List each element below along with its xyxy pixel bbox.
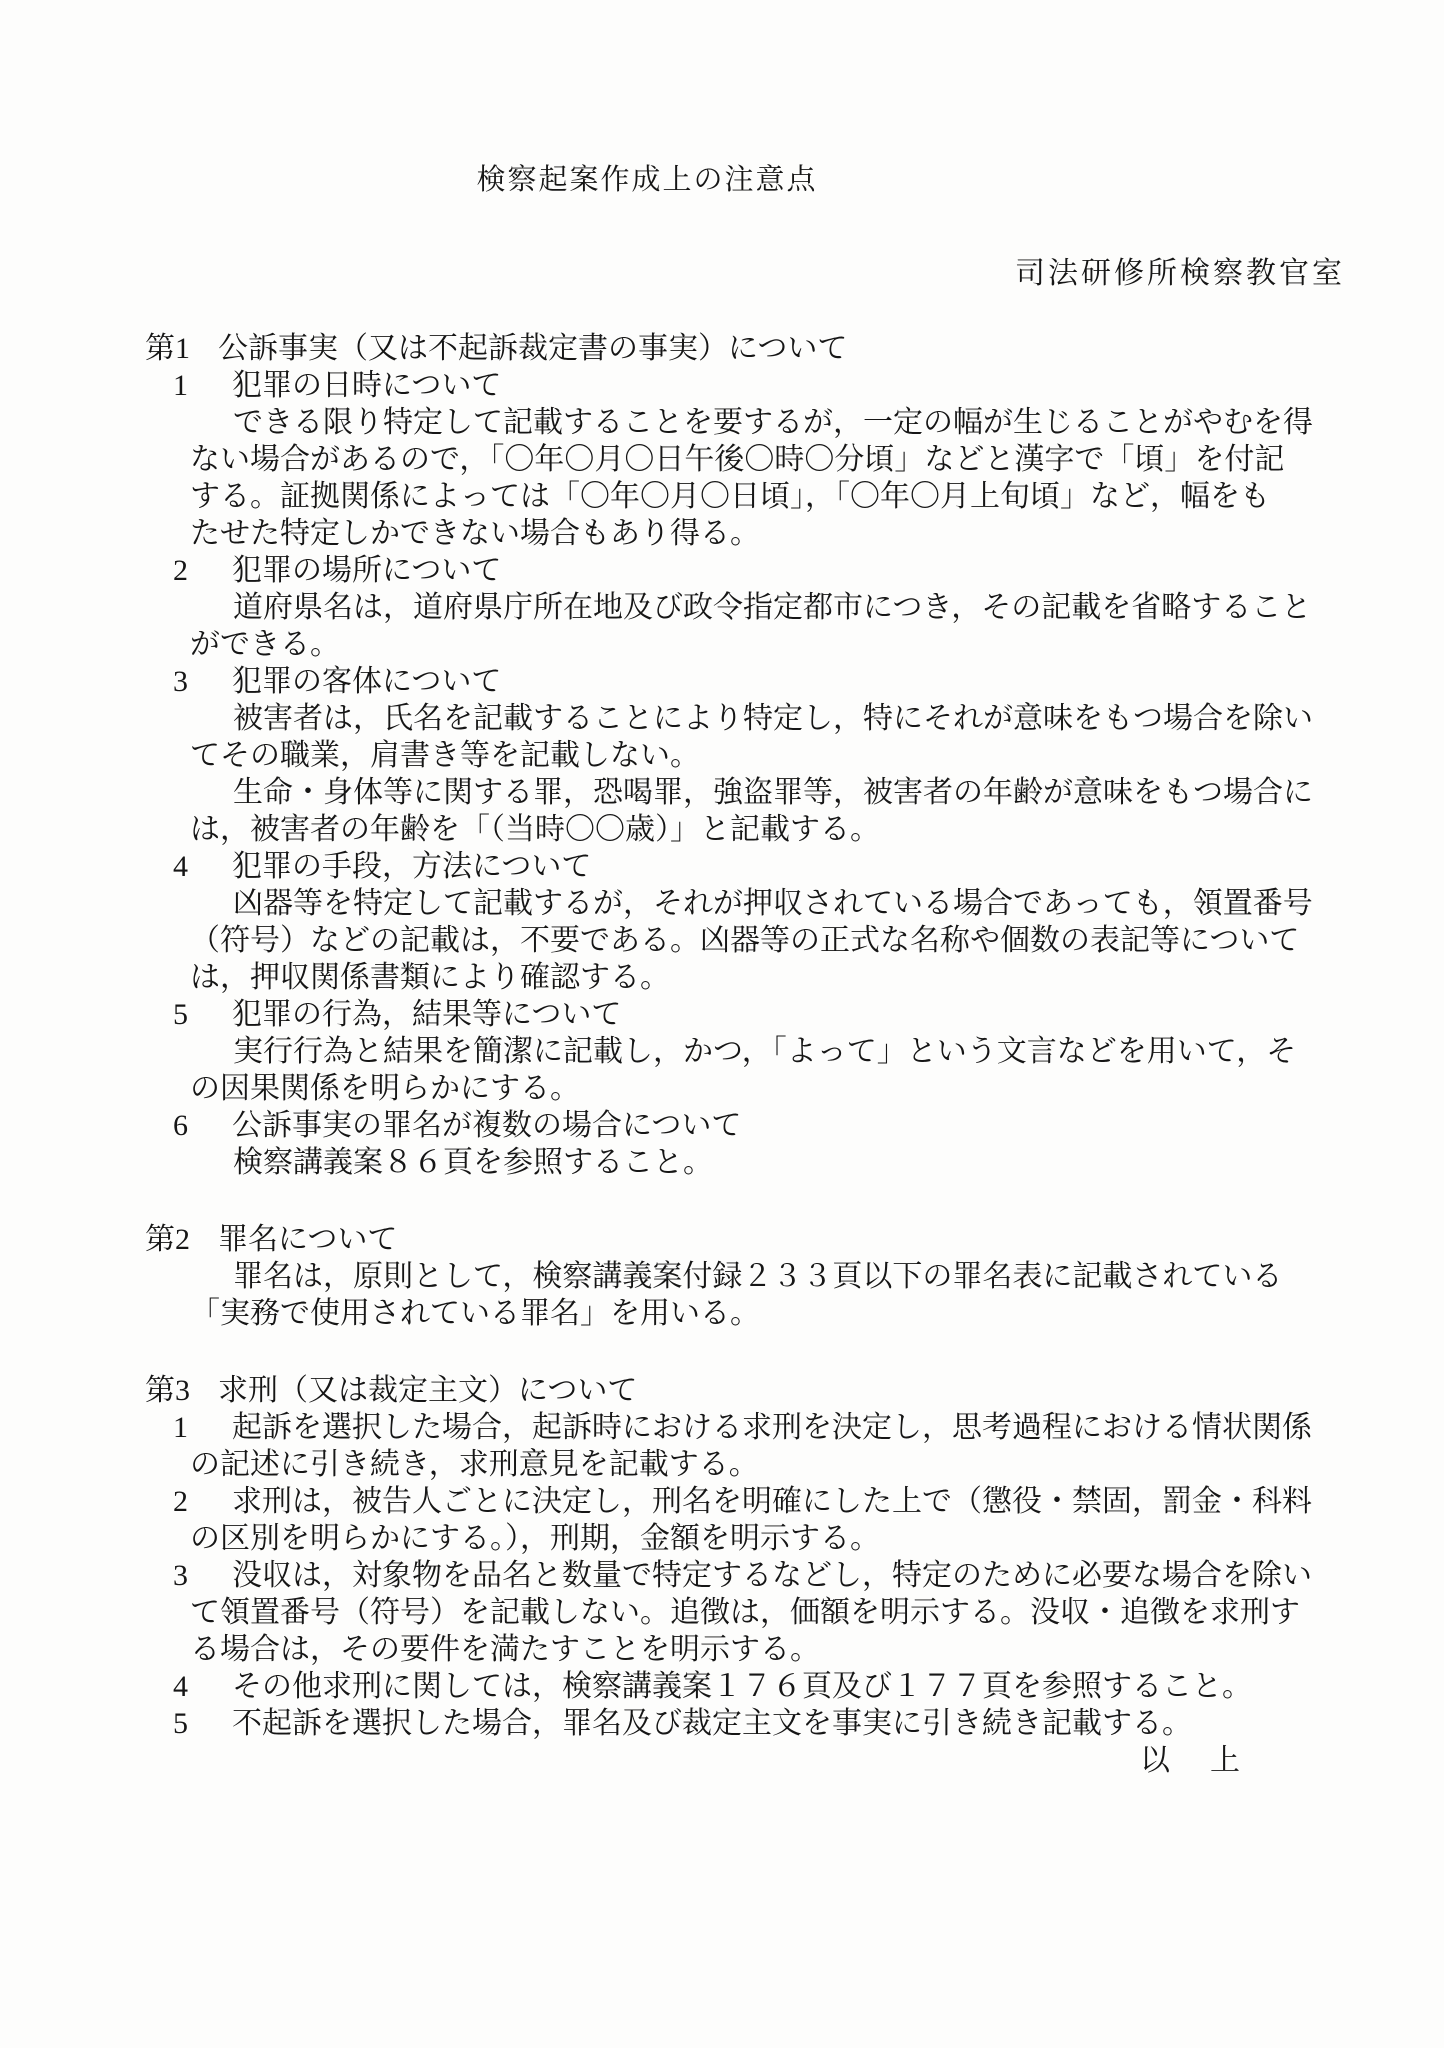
paragraph-line: ができる。 — [190, 628, 340, 661]
list-item-text: 起訴を選択した場合，起訴時における求刑を決定し，思考過程における情状関係 — [232, 1411, 1312, 1444]
list-item-number: 4 — [173, 1670, 188, 1703]
byline: 司法研修所検察教官室 — [1015, 257, 1345, 290]
paragraph-line: は，押収関係書類により確認する。 — [190, 961, 670, 994]
paragraph-line: する。証拠関係によっては「〇年〇月〇日頃」，「〇年〇月上旬頃」など，幅をも — [190, 480, 1270, 513]
list-item-line — [145, 1409, 1444, 1446]
list-item-number: 1 — [173, 369, 188, 402]
paragraph-line: たせた特定しかできない場合もあり得る。 — [190, 517, 760, 550]
closing-mark: 以 上 — [1140, 1744, 1245, 1777]
list-item-number: 5 — [173, 1707, 188, 1740]
list-item-heading — [145, 1107, 1444, 1144]
list-item-number: 3 — [173, 1559, 188, 1592]
list-item-heading — [145, 848, 1444, 885]
list-item-number: 6 — [173, 1109, 188, 1142]
list-item-text: 不起訴を選択した場合，罪名及び裁定主文を事実に引き続き記載する。 — [232, 1707, 1192, 1740]
list-item-heading — [145, 367, 1444, 404]
section-2 — [145, 1221, 1444, 1332]
paragraph-line: 検察講義案８６頁を参照すること。 — [233, 1146, 713, 1179]
section-title: 罪名について — [218, 1223, 398, 1256]
list-item-text: その他求刑に関しては，検察講義案１７６頁及び１７７頁を参照すること。 — [232, 1670, 1252, 1703]
paragraph-line: 凶器等を特定して記載するが，それが押収されている場合であっても，領置番号 — [233, 887, 1313, 920]
paragraph-line: 道府県名は，道府県庁所在地及び政令指定都市につき，その記載を省略すること — [233, 591, 1312, 624]
paragraph-line: て領置番号（符号）を記載しない。追徴は，価額を明示する。没収・追徴を求刑す — [190, 1596, 1300, 1629]
paragraph-line: ない場合があるので，「〇年〇月〇日午後〇時〇分頃」などと漢字で「頃」を付記 — [190, 443, 1285, 476]
list-item-heading — [145, 996, 1444, 1033]
paragraph-line: は，被害者の年齢を「（当時〇〇歳）」と記載する。 — [190, 813, 880, 846]
list-item-number: 2 — [173, 554, 188, 587]
paragraph-line: の記述に引き続き，求刑意見を記載する。 — [190, 1448, 759, 1481]
list-item-number: 2 — [173, 1485, 188, 1518]
list-item-title: 公訴事実の罪名が複数の場合について — [232, 1109, 742, 1142]
section-heading-line — [145, 330, 1444, 367]
document-body — [0, 330, 1444, 1779]
document-title: 検察起案作成上の注意点 — [476, 164, 818, 196]
paragraph-line: る場合は，その要件を満たすことを明示する。 — [190, 1633, 820, 1666]
list-item-number: 1 — [173, 1411, 188, 1444]
list-item-line — [145, 1557, 1444, 1594]
list-item-heading — [145, 552, 1444, 589]
list-item-title: 犯罪の日時について — [232, 369, 502, 402]
list-item-title: 犯罪の場所について — [232, 554, 502, 587]
section-3 — [145, 1372, 1444, 1742]
list-item-title: 犯罪の行為，結果等について — [232, 998, 622, 1031]
paragraph-line: 罪名は，原則として，検察講義案付録２３３頁以下の罪名表に記載されている — [233, 1260, 1283, 1293]
paragraph-line: 生命・身体等に関する罪，恐喝罪，強盗罪等，被害者の年齢が意味をもつ場合に — [233, 776, 1313, 809]
list-item-number: 3 — [173, 665, 188, 698]
list-item-line — [145, 1668, 1444, 1705]
paragraph-line: （符号）などの記載は，不要である。凶器等の正式な名称や個数の表記等について — [190, 924, 1300, 957]
list-item-heading — [145, 663, 1444, 700]
list-item-title: 犯罪の手段，方法について — [232, 850, 592, 883]
list-item-text: 没収は，対象物を品名と数量で特定するなどし，特定のために必要な場合を除い — [232, 1559, 1312, 1592]
section-title: 求刑（又は裁定主文）について — [218, 1374, 638, 1407]
list-item-number: 5 — [173, 998, 188, 1031]
section-heading-line — [145, 1372, 1444, 1409]
paragraph-line: の区別を明らかにする。），刑期，金額を明示する。 — [190, 1522, 880, 1555]
section-number: 第2 — [145, 1223, 190, 1256]
paragraph-line: できる限り特定して記載することを要するが，一定の幅が生じることがやむを得 — [233, 406, 1313, 439]
paragraph-line: 実行行為と結果を簡潔に記載し，かつ，「よって」という文言などを用いて，そ — [233, 1035, 1297, 1068]
list-item-line — [145, 1705, 1444, 1742]
section-heading-line — [145, 1221, 1444, 1258]
section-1 — [145, 330, 1444, 1181]
list-item-text: 求刑は，被告人ごとに決定し，刑名を明確にした上で（懲役・禁固，罰金・科料 — [232, 1485, 1312, 1518]
list-item-line — [145, 1483, 1444, 1520]
paragraph-line: てその職業，肩書き等を記載しない。 — [190, 739, 700, 772]
paragraph-line: 被害者は，氏名を記載することにより特定し，特にそれが意味をもつ場合を除い — [233, 702, 1313, 735]
paragraph-line: 「実務で使用されている罪名」を用いる。 — [190, 1297, 760, 1330]
section-title: 公訴事実（又は不起訴裁定書の事実）について — [218, 332, 848, 365]
paragraph-line: の因果関係を明らかにする。 — [190, 1072, 580, 1105]
list-item-title: 犯罪の客体について — [232, 665, 502, 698]
list-item-number: 4 — [173, 850, 188, 883]
section-number: 第1 — [145, 332, 190, 365]
section-number: 第3 — [145, 1374, 190, 1407]
